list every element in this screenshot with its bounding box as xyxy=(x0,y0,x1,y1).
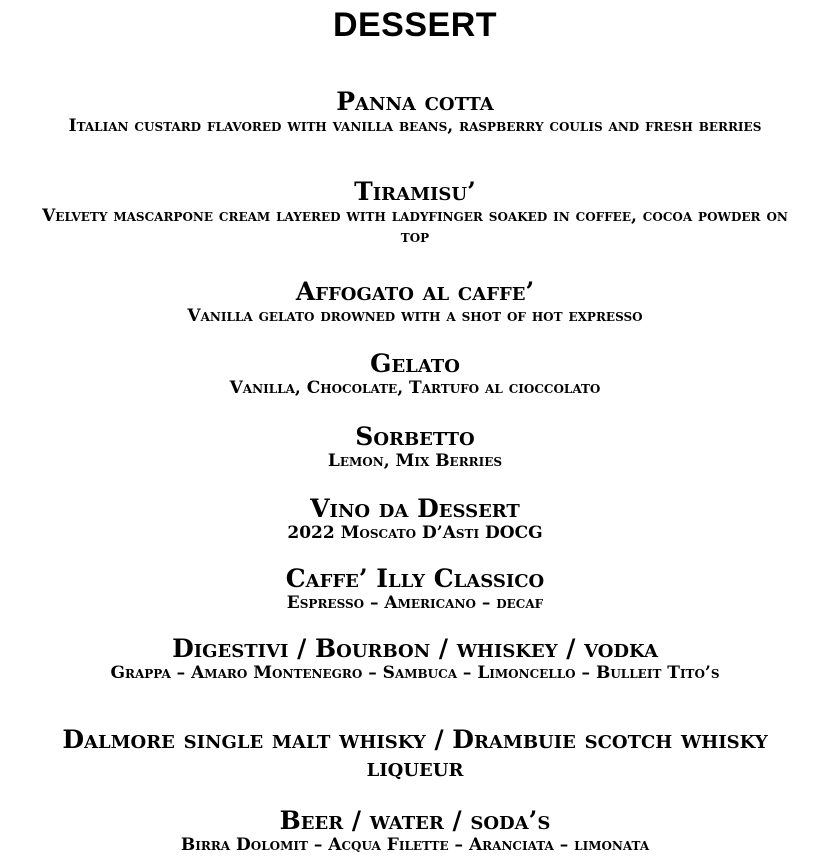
menu-item-name: Dalmore single malt whisky / Drambuie scotch whisky liqueur xyxy=(62,725,768,782)
menu-item-gelato xyxy=(40,350,790,399)
menu-item-description: Vanilla, Chocolate, Tartufo al cioccolato xyxy=(229,378,601,398)
menu-item-description: Espresso – Americano – decaf xyxy=(286,593,544,613)
menu-item-description: Italian custard flavored with vanilla beans, raspberry coulis and fresh berries xyxy=(68,116,762,136)
menu-item-name: Affogato al caffe’ xyxy=(295,277,535,306)
menu-item-description: Velvety mascarpone cream layered with ladyfinger soaked in coffee, cocoa powder on top xyxy=(42,206,788,247)
menu-item-name: Vino da Dessert xyxy=(310,494,520,523)
menu-item-name: Digestivi / Bourbon / whiskey / vodka xyxy=(172,634,658,663)
menu-item-name: Panna cotta xyxy=(336,87,494,116)
menu-item-name: Tiramisu’ xyxy=(354,177,476,206)
menu-item-digestivi xyxy=(40,635,790,684)
menu-item-dalmore xyxy=(40,726,790,782)
menu-item-affogato xyxy=(40,278,790,327)
menu-item-name: Sorbetto xyxy=(355,422,475,451)
menu-item-name: Gelato xyxy=(370,349,460,378)
menu-item-name: Caffe’ Illy Classico xyxy=(285,564,545,593)
menu-item-tiramisu xyxy=(40,178,790,248)
menu-item-description: Vanilla gelato drowned with a shot of hot expresso xyxy=(187,306,643,326)
menu-item-description: Birra Dolomit – Acqua Filette – Aranciata – limonata xyxy=(180,835,650,855)
menu-item-name: Beer / water / soda’s xyxy=(279,806,551,835)
menu-item-description: 2022 Moscato D’Asti DOCG xyxy=(287,523,543,543)
menu-item-description: Grappa – Amaro Montenegro – Sambuca – Limoncello – Bulleit Tito’s xyxy=(110,663,720,683)
menu-item-vino-da-dessert xyxy=(40,495,790,544)
menu-title: DESSERT xyxy=(332,6,498,44)
menu-item-sorbetto xyxy=(40,423,790,472)
menu-item-caffe-illy xyxy=(40,565,790,614)
menu-item-beer-water-soda xyxy=(40,807,790,856)
menu-item-description: Lemon, Mix Berries xyxy=(327,451,503,471)
menu-item-panna-cotta xyxy=(40,88,790,137)
